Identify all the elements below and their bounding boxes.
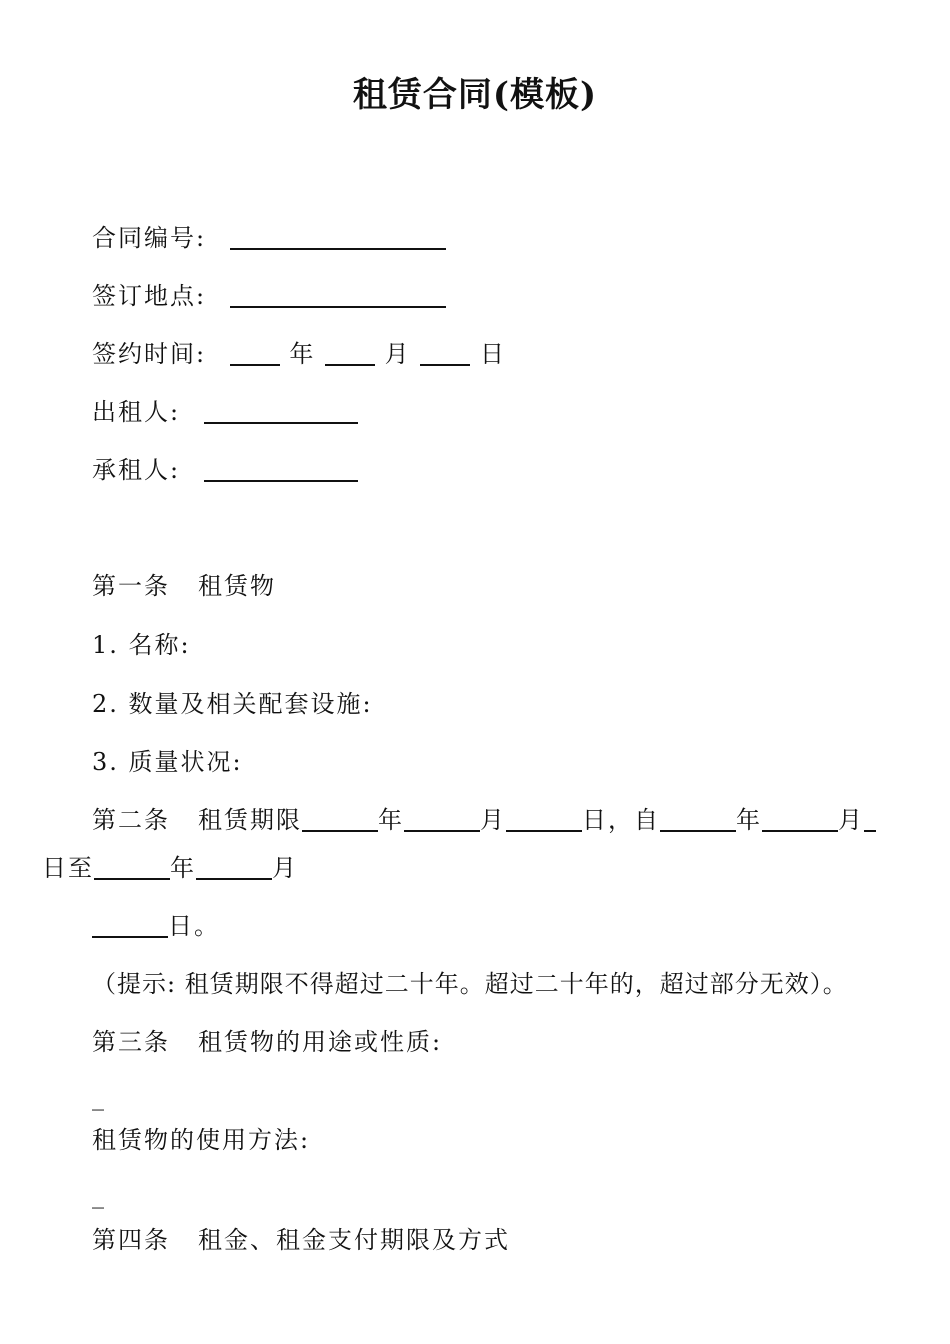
lessor-label: 出租人: <box>92 398 181 426</box>
article2-end-day-row <box>92 909 220 943</box>
article3-usage-blank[interactable]: _ <box>92 1083 106 1111</box>
article4-number: 第四条 <box>92 1226 170 1254</box>
article3-number: 第三条 <box>92 1028 170 1056</box>
end-month-blank[interactable] <box>196 854 272 880</box>
term-day-label: 日， <box>582 806 634 834</box>
start-day-blank[interactable] <box>864 806 876 832</box>
start-month-blank[interactable] <box>762 806 838 832</box>
lessor-blank[interactable] <box>204 398 358 424</box>
article2-tip: （提示: 租赁期限不得超过二十年。超过二十年的，超过部分无效）。 <box>92 970 848 998</box>
lessor-row <box>92 395 358 429</box>
sign-year-blank[interactable] <box>230 340 280 366</box>
sign-year-label: 年 <box>289 340 316 368</box>
end-year-label: 年 <box>170 854 196 882</box>
term-from-label: 自 <box>634 806 660 834</box>
lessee-row <box>92 453 358 487</box>
article4-title: 租金、租金支付期限及方式 <box>198 1226 510 1254</box>
article3-title: 租赁物的用途或性质: <box>198 1028 443 1056</box>
term-years-blank[interactable] <box>302 806 378 832</box>
article1-title: 租赁物 <box>198 572 276 600</box>
article1-number: 第一条 <box>92 572 170 600</box>
article1-item-quantity: 2. 数量及相关配套设施: <box>92 690 373 718</box>
article3-method-blank[interactable]: _ <box>92 1181 106 1209</box>
sign-month-blank[interactable] <box>325 340 375 366</box>
end-day-blank[interactable] <box>92 912 168 938</box>
article2-number: 第二条 <box>92 806 170 834</box>
article3-heading <box>92 1025 442 1059</box>
sign-day-label: 日 <box>479 340 506 368</box>
end-month-label: 月 <box>272 854 298 882</box>
sign-place-row <box>92 279 446 313</box>
start-month-label: 月 <box>838 806 864 834</box>
sign-day-blank[interactable] <box>420 340 470 366</box>
article1-item-quality: 3. 质量状况: <box>92 748 243 776</box>
start-year-label: 年 <box>736 806 762 834</box>
end-day-label: 日。 <box>168 912 220 940</box>
article1-heading <box>92 569 276 603</box>
lessee-label: 承租人: <box>92 456 181 484</box>
sign-time-row <box>92 337 506 371</box>
contract-number-row <box>92 221 446 255</box>
article2-continuation <box>42 851 298 885</box>
term-months-blank[interactable] <box>404 806 480 832</box>
article4-heading <box>92 1223 510 1257</box>
article3-usage-method-label: 租赁物的使用方法: <box>92 1126 311 1154</box>
sign-place-blank[interactable] <box>230 282 446 308</box>
term-month-label: 月 <box>480 806 506 834</box>
lessee-blank[interactable] <box>204 456 358 482</box>
sign-month-label: 月 <box>384 340 411 368</box>
term-year-label: 年 <box>378 806 404 834</box>
document-title: 租赁合同(模板) <box>352 75 598 115</box>
contract-number-blank[interactable] <box>230 224 446 250</box>
end-year-blank[interactable] <box>94 854 170 880</box>
term-days-blank[interactable] <box>506 806 582 832</box>
start-year-blank[interactable] <box>660 806 736 832</box>
contract-number-label: 合同编号: <box>92 224 207 252</box>
article2-title: 租赁期限 <box>198 806 302 834</box>
start-day-to-label: 日至 <box>42 854 94 882</box>
sign-time-label: 签约时间: <box>92 340 207 368</box>
article1-item-name: 1. 名称: <box>92 631 191 659</box>
sign-place-label: 签订地点: <box>92 282 207 310</box>
article2-heading <box>92 803 876 837</box>
